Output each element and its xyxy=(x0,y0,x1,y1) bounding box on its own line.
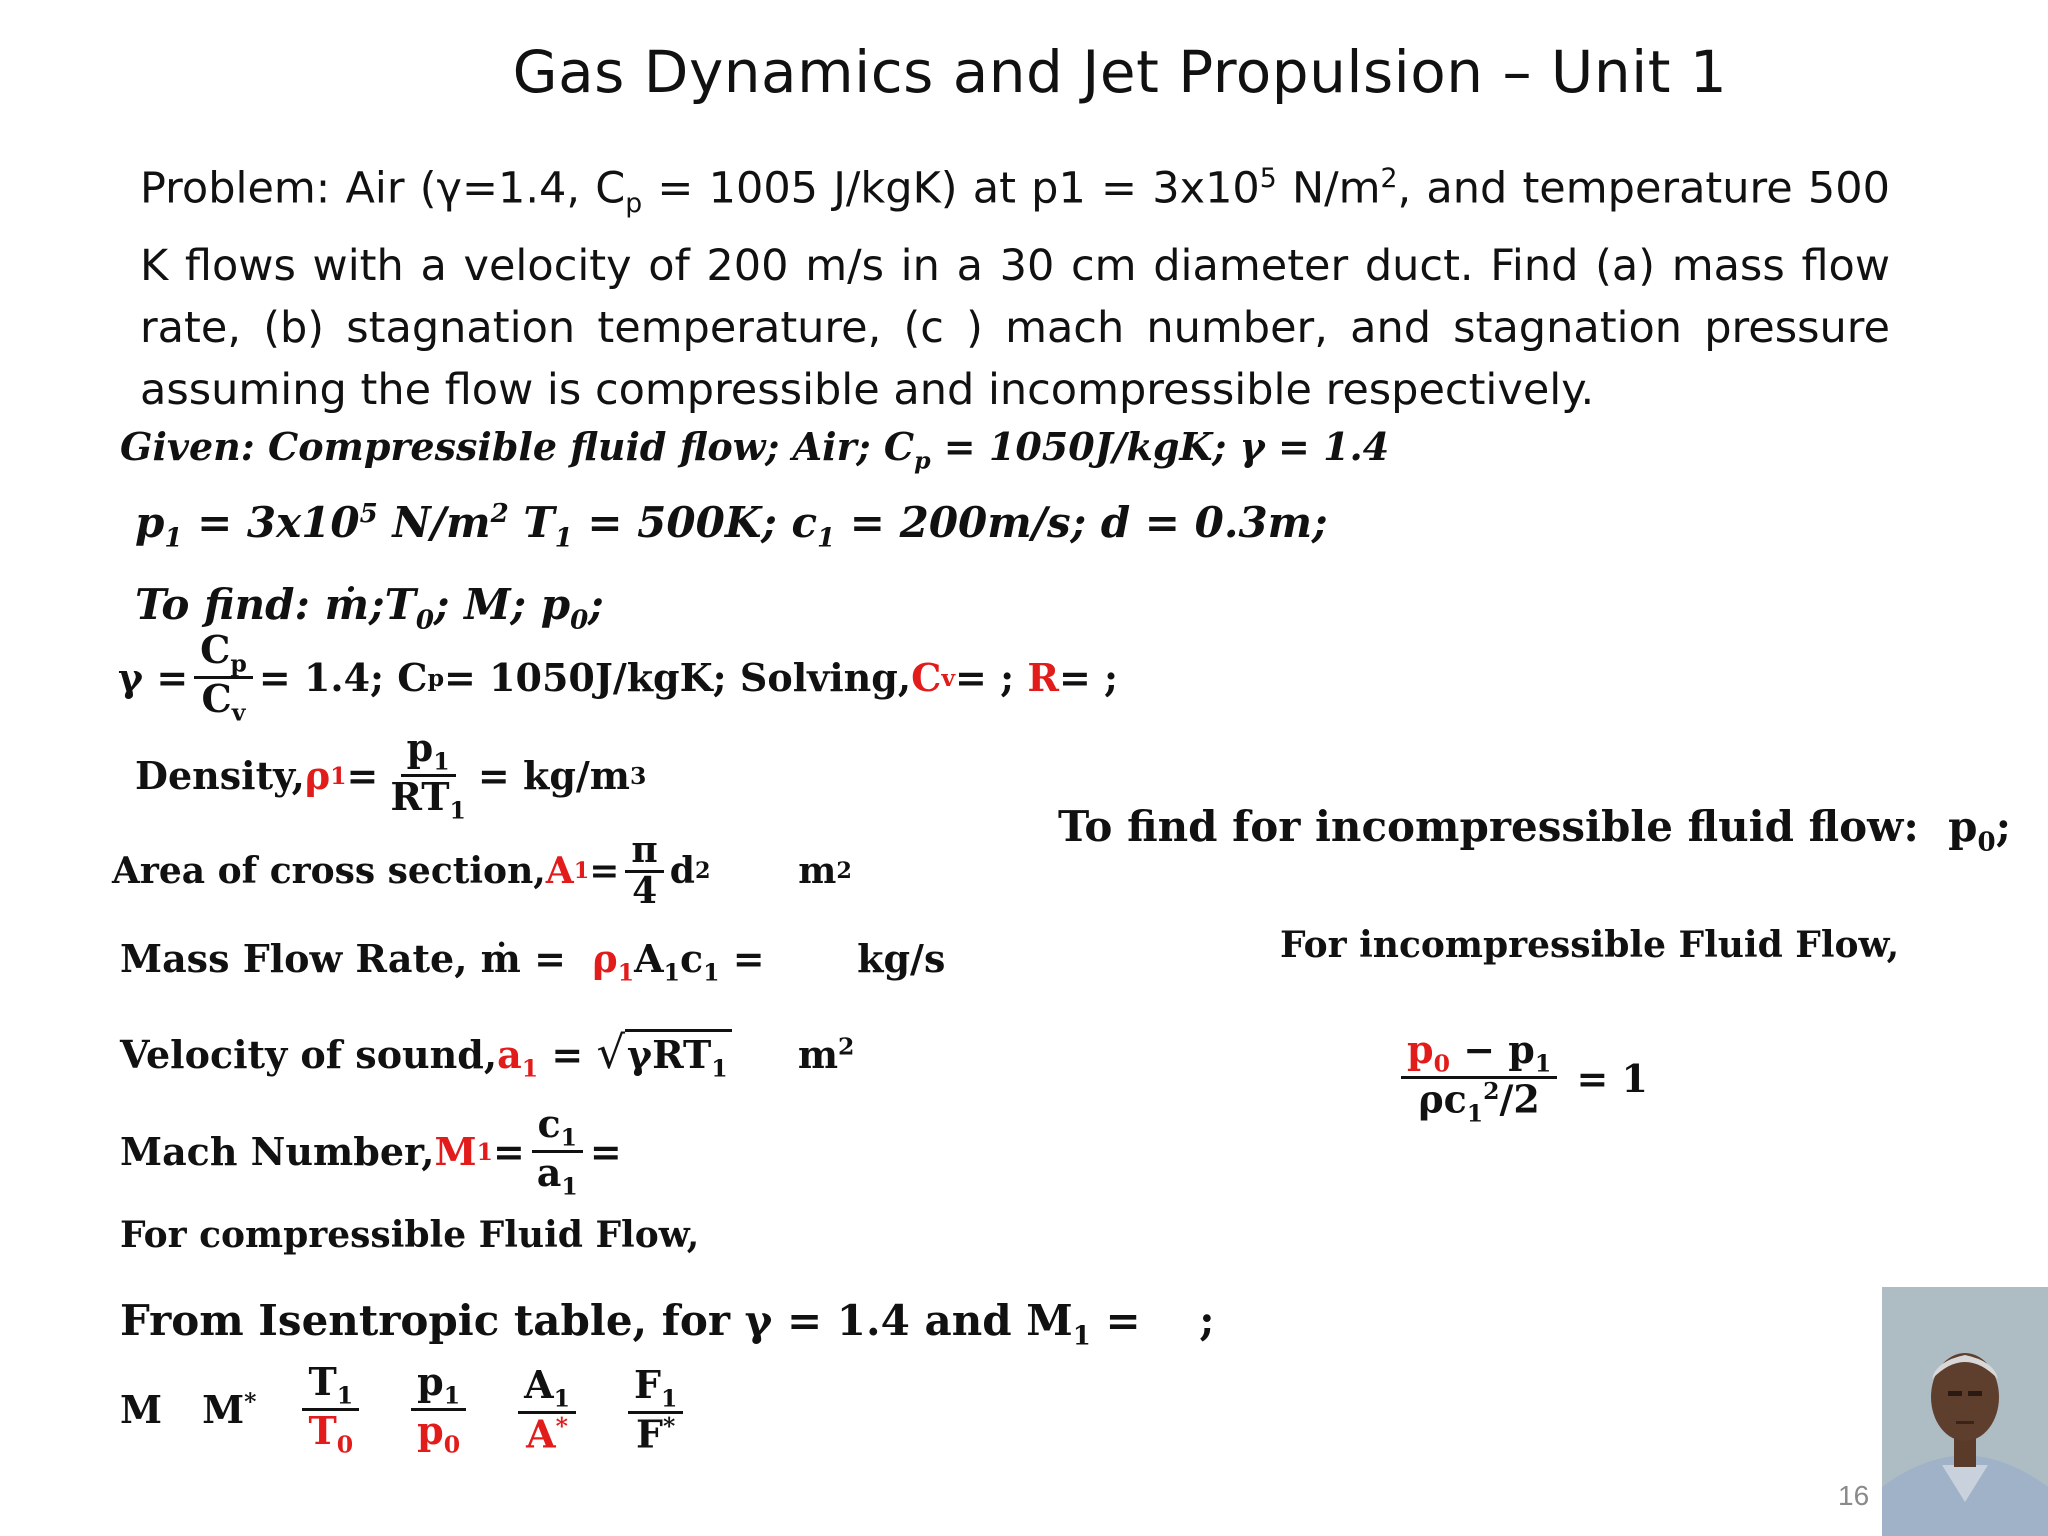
math-text: γ = xyxy=(118,655,189,701)
col-a-ratio xyxy=(518,1361,576,1457)
math-text: m xyxy=(710,850,837,893)
denominator xyxy=(196,676,252,727)
incompressible-heading: For incompressible Fluid Flow, xyxy=(1280,924,1900,966)
radical-sign: √ xyxy=(596,1026,626,1079)
numerator xyxy=(194,627,253,679)
subscript: 0 xyxy=(1433,1049,1450,1078)
math-text: To find for incompressible fluid flow: p xyxy=(1058,802,1978,851)
denominator xyxy=(520,1411,574,1457)
math-text: T xyxy=(308,1359,337,1404)
given-line xyxy=(120,424,1389,475)
denominator xyxy=(1412,1076,1546,1128)
superscript: * xyxy=(663,1412,676,1441)
math-text: N/m xyxy=(377,498,491,547)
math-text: T xyxy=(508,498,555,547)
math-text: A xyxy=(524,1361,554,1407)
math-text: d xyxy=(669,850,695,893)
superscript: 2 xyxy=(836,858,852,885)
math-text: Area of cross section, xyxy=(112,850,546,893)
math-text: p xyxy=(417,1408,444,1454)
math-text: = ; xyxy=(1058,655,1119,701)
math-text: = xyxy=(492,1129,525,1175)
math-text: A xyxy=(526,1411,556,1457)
superscript: * xyxy=(244,1387,257,1416)
fraction xyxy=(1401,1027,1557,1128)
math-text: a xyxy=(536,1150,562,1196)
subscript: 1 xyxy=(476,1137,493,1166)
rho-symbol: ρ xyxy=(304,753,331,799)
math-text: ;T xyxy=(369,580,416,629)
superscript: * xyxy=(555,1412,568,1441)
math-text: C xyxy=(200,627,231,672)
math-text: Mass Flow Rate, ṁ = xyxy=(120,936,593,981)
math-text: = xyxy=(589,1129,622,1175)
math-text: γRT xyxy=(627,1032,712,1077)
superscript: 2 xyxy=(838,1032,855,1061)
math-text: F xyxy=(634,1361,661,1407)
math-text: c xyxy=(679,936,704,981)
fraction xyxy=(194,627,253,727)
problem-text: N/m xyxy=(1276,163,1381,214)
presenter-video-thumbnail xyxy=(1882,1287,2048,1536)
problem-statement xyxy=(140,148,1890,421)
subscript: 1 xyxy=(617,958,635,987)
denominator xyxy=(630,1411,681,1457)
compressible-heading: For compressible Fluid Flow, xyxy=(120,1214,700,1256)
incompressible-equation xyxy=(1395,1027,1648,1128)
subscript: 0 xyxy=(1977,827,1996,858)
mach-symbol: M xyxy=(434,1129,477,1175)
subscript: 1 xyxy=(663,958,680,987)
superscript: 3 xyxy=(629,761,647,790)
math-text: Mach Number, xyxy=(120,1129,435,1175)
math-text: ; M; p xyxy=(433,580,571,629)
subscript: 1 xyxy=(554,523,573,554)
superscript: 2 xyxy=(1380,163,1398,194)
given-label: Given: Compressible fluid flow; Air; C xyxy=(120,424,915,469)
math-text: c xyxy=(537,1101,561,1146)
a1-symbol: a xyxy=(497,1032,522,1077)
math-text: = xyxy=(346,753,379,799)
subscript: 1 xyxy=(433,747,450,776)
subscript: 1 xyxy=(521,1054,539,1083)
subscript: 0 xyxy=(336,1430,354,1459)
superscript: 5 xyxy=(359,499,378,529)
col-f-ratio xyxy=(628,1361,683,1457)
math-text: = 1.4; C xyxy=(258,655,428,701)
superscript: 2 xyxy=(1483,1077,1500,1106)
problem-text: = 1005 J/kgK) at p1 = 3x10 xyxy=(642,163,1260,214)
denominator: 4 xyxy=(632,869,658,912)
col-t-ratio xyxy=(302,1359,359,1459)
math-text: M xyxy=(202,1387,245,1433)
mach-line xyxy=(120,1101,622,1201)
subscript: p xyxy=(625,187,643,219)
math-text: ṁ xyxy=(324,580,370,629)
math-text: = xyxy=(538,1032,597,1077)
numerator xyxy=(411,1359,466,1411)
numerator: π xyxy=(625,832,663,873)
math-text: C xyxy=(201,676,232,722)
massflow-line xyxy=(120,936,945,987)
subscript: 1 xyxy=(660,1384,678,1413)
subscript: 0 xyxy=(443,1430,461,1459)
math-text: = 3x10 xyxy=(182,498,360,547)
rho-symbol: ρ xyxy=(592,936,618,981)
superscript: 5 xyxy=(1259,163,1277,194)
numerator xyxy=(532,1101,584,1153)
math-text: To find: xyxy=(135,580,325,629)
conditions-line xyxy=(135,498,1328,553)
area-line xyxy=(112,829,852,912)
subscript: p xyxy=(427,663,445,692)
problem-text: , and temperature 500 K flows with a velocity of 200 m/s in a 30 cm diameter duct. Find (a) mass flow rate, (b) stagnation temperature, (c ) mach number, and stagnation pressure assuming the flow is compressible and incompressible respectively. xyxy=(140,163,1890,415)
math-text: m xyxy=(731,1032,839,1077)
subscript: 1 xyxy=(817,523,836,554)
subscript: 1 xyxy=(573,858,590,885)
subscript: 1 xyxy=(711,1054,728,1083)
presenter-image xyxy=(1882,1287,2048,1536)
incompressible-tofind xyxy=(1058,802,2011,857)
superscript: 2 xyxy=(490,499,509,529)
col-mstar xyxy=(202,1387,256,1432)
numerator xyxy=(628,1361,683,1414)
subscript: 1 xyxy=(561,1172,578,1201)
subscript: 1 xyxy=(1534,1049,1552,1078)
math-text: = 200m/s; d = 0.3m; xyxy=(835,498,1328,547)
math-text: p xyxy=(135,498,165,547)
subscript: 1 xyxy=(336,1381,354,1410)
fraction xyxy=(384,725,472,825)
math-text: = kg/s xyxy=(719,936,946,981)
math-text: F xyxy=(636,1411,664,1457)
density-line xyxy=(135,725,647,825)
superscript: 2 xyxy=(694,858,711,885)
subscript: 1 xyxy=(703,958,720,987)
given-rest: = 1050J/kgK; γ = 1.4 xyxy=(930,424,1390,469)
math-text: = kg/m xyxy=(477,753,630,799)
page-number: 16 xyxy=(1838,1480,1870,1511)
math-text: p xyxy=(417,1359,444,1404)
fraction xyxy=(625,829,663,912)
subscript: 1 xyxy=(449,796,466,825)
subscript: 1 xyxy=(1466,1099,1484,1128)
r-symbol: R xyxy=(1027,655,1059,701)
math-text: A xyxy=(634,936,664,981)
radicand xyxy=(625,1029,732,1083)
math-text: RT xyxy=(390,774,450,820)
gamma-line xyxy=(118,627,1119,727)
math-text: = ; xyxy=(955,655,1015,701)
math-text: Velocity of sound, xyxy=(120,1032,498,1077)
slide-title: Gas Dynamics and Jet Propulsion – Unit 1 xyxy=(512,38,1728,106)
numerator xyxy=(518,1361,576,1414)
subscript: 1 xyxy=(1072,1321,1091,1352)
col-p-ratio xyxy=(411,1359,466,1459)
subscript: p xyxy=(230,649,247,678)
denominator xyxy=(531,1150,584,1201)
cv-symbol: C xyxy=(911,655,942,701)
math-text: = xyxy=(589,850,620,893)
subscript: 1 xyxy=(553,1384,570,1413)
math-text: = 1050J/kgK; Solving, xyxy=(444,655,912,701)
math-text: ρc xyxy=(1418,1076,1467,1122)
denominator xyxy=(411,1408,466,1459)
math-text: ; xyxy=(588,580,604,629)
subscript: 1 xyxy=(443,1381,461,1410)
isentropic-table-header xyxy=(120,1359,689,1459)
numerator xyxy=(1401,1027,1557,1079)
subscript: 1 xyxy=(560,1123,578,1152)
subscript: 1 xyxy=(330,761,347,790)
math-text: From Isentropic table, for γ = 1.4 and M xyxy=(120,1296,1073,1345)
col-m: M xyxy=(120,1387,163,1433)
math-text: = ; xyxy=(1090,1296,1215,1345)
math-text: ; xyxy=(1995,802,2012,851)
math-text: = 500K; c xyxy=(572,498,818,547)
math-text: Density, xyxy=(135,753,305,799)
sound-line xyxy=(120,1026,854,1083)
math-text: = 1 xyxy=(1563,1055,1648,1101)
denominator xyxy=(302,1408,359,1459)
subscript: v xyxy=(231,698,246,727)
math-text: /2 xyxy=(1499,1076,1540,1122)
area-symbol: A xyxy=(545,850,574,893)
isentropic-line xyxy=(120,1296,1215,1351)
p0-symbol: p xyxy=(1407,1027,1434,1072)
numerator xyxy=(302,1359,359,1411)
numerator xyxy=(401,725,456,777)
subscript: v xyxy=(941,663,956,692)
math-text: p xyxy=(406,725,434,770)
subscript: 1 xyxy=(164,523,183,554)
denominator xyxy=(384,774,472,825)
math-text: − p xyxy=(1449,1027,1535,1072)
subscript: p xyxy=(914,446,931,475)
subscript: 0 xyxy=(415,605,434,636)
math-text: T xyxy=(308,1408,337,1454)
subscript: 0 xyxy=(570,605,589,636)
fraction xyxy=(531,1101,584,1201)
problem-text: Problem: Air (γ=1.4, C xyxy=(140,163,626,214)
